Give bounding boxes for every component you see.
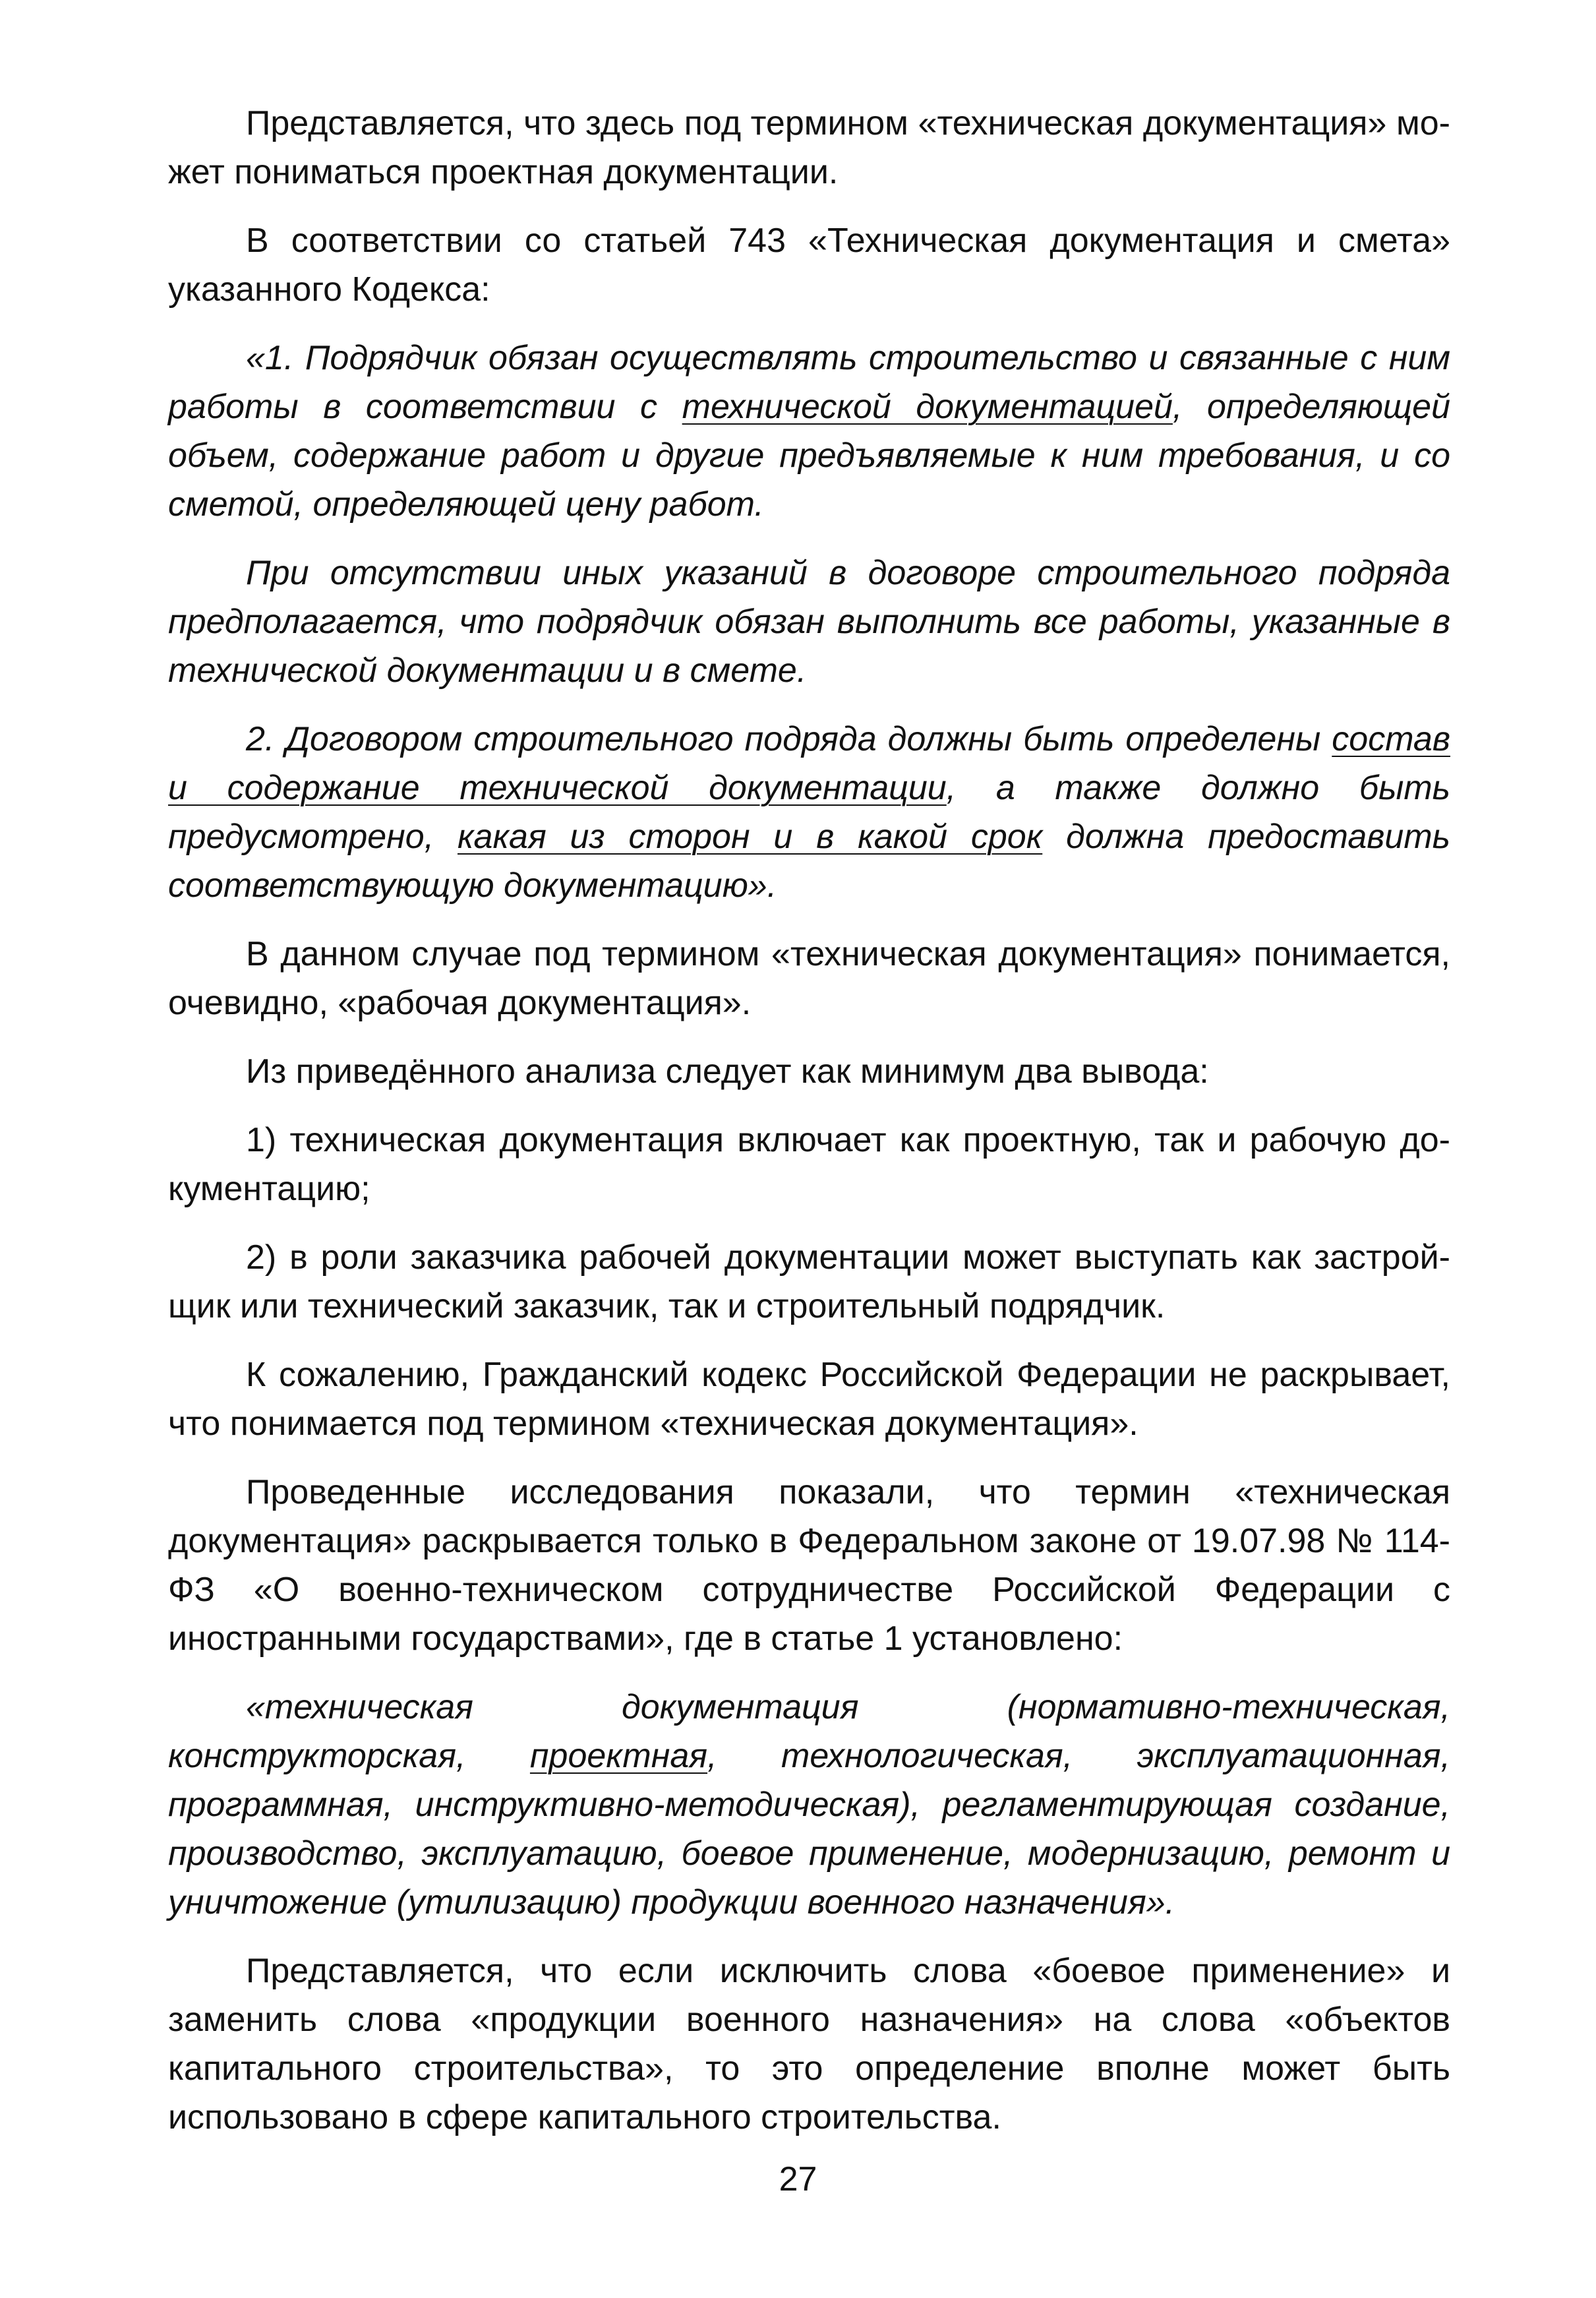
quote-text: «1. Подрядчик обязан осуществлять строительство и связанные с ним работы в соответствии с <box>168 339 1450 426</box>
quote-underlined-text: проектная <box>529 1737 708 1775</box>
quote-text: «техническая документация (нормативно-техническая, конструкторская, <box>168 1688 1450 1775</box>
paragraph-10: К сожалению, Гражданский кодекс Российской Федерации не раскрывает, что понимается под термином «техническая документация». <box>168 1356 1450 1443</box>
paragraph-1: Представляется, что здесь под термином «техническая документация» может пониматься проектная документации. <box>168 104 1450 191</box>
quote-underlined-text: какая из сторон и в какой срок <box>458 818 1043 856</box>
conclusion-item-2: 2) в роли заказчика рабочей документации может выступать как застройщик или технический заказчик, так и строительный подрядчик. <box>168 1238 1450 1325</box>
quote-underlined-text: технической документацией <box>682 388 1173 426</box>
page-number: 27 <box>779 2160 817 2198</box>
quote-article-743-part-1 <box>168 334 1450 529</box>
quote-text: , технологическая, эксплуатационная, программная, инструктивно-методическая), регламентирующая создание, производство, эксплуатацию, боевое применение, модернизацию, ремонт и уничтожение (утилизацию) продукции военного назначения». <box>168 1737 1451 1921</box>
quote-underlined-text: состав и содержание технической документации <box>168 720 1450 807</box>
paragraph-6: В данном случае под термином «техническая документация» понимается, очевидно, «рабочая документация». <box>168 935 1450 1022</box>
conclusion-item-1: 1) техническая документация включает как проектную, так и рабочую документацию; <box>168 1121 1450 1208</box>
quote-article-743-part-1-cont: При отсутствии иных указаний в договоре строительного подряда предполагается, что подрядчик обязан выполнить все работы, указанные в технической документации и в смете. <box>168 554 1450 690</box>
quote-text: должна предоставить соответствующую документацию». <box>168 818 1450 905</box>
quote-text: , а также должно быть предусмотрено, <box>168 769 1450 856</box>
paragraph-2: В соответствии со статьей 743 «Техническая документация и смета» указанного Кодекса: <box>168 222 1450 309</box>
quote-text: , определяющей объем, содержание работ и другие предъявляемые к ним требования, и со сметой, определяющей цену работ. <box>168 388 1451 524</box>
document-page <box>168 99 1450 2162</box>
paragraph-11: Проведенные исследования показали, что термин «техническая документация» раскрывается только в Федеральном законе от 19.07.98 № 114-ФЗ «О военно-техническом сотрудничестве Российской Федерации с иностранными государствами», где в статье 1 установлено: <box>168 1473 1450 1658</box>
paragraph-7: Из приведённого анализа следует как минимум два вывода: <box>246 1052 1209 1091</box>
quote-article-743-part-2 <box>168 715 1450 910</box>
paragraph-13: Представляется, что если исключить слова «боевое применение» и заменить слова «продукции военного назначения» на слова «объектов капитального строительства», то это определение вполне может быть использовано в сфере капитального строительства. <box>168 1952 1450 2136</box>
quote-text: 2. Договором строительного подряда должны быть определены <box>246 720 1332 758</box>
quote-federal-law <box>168 1683 1450 1927</box>
